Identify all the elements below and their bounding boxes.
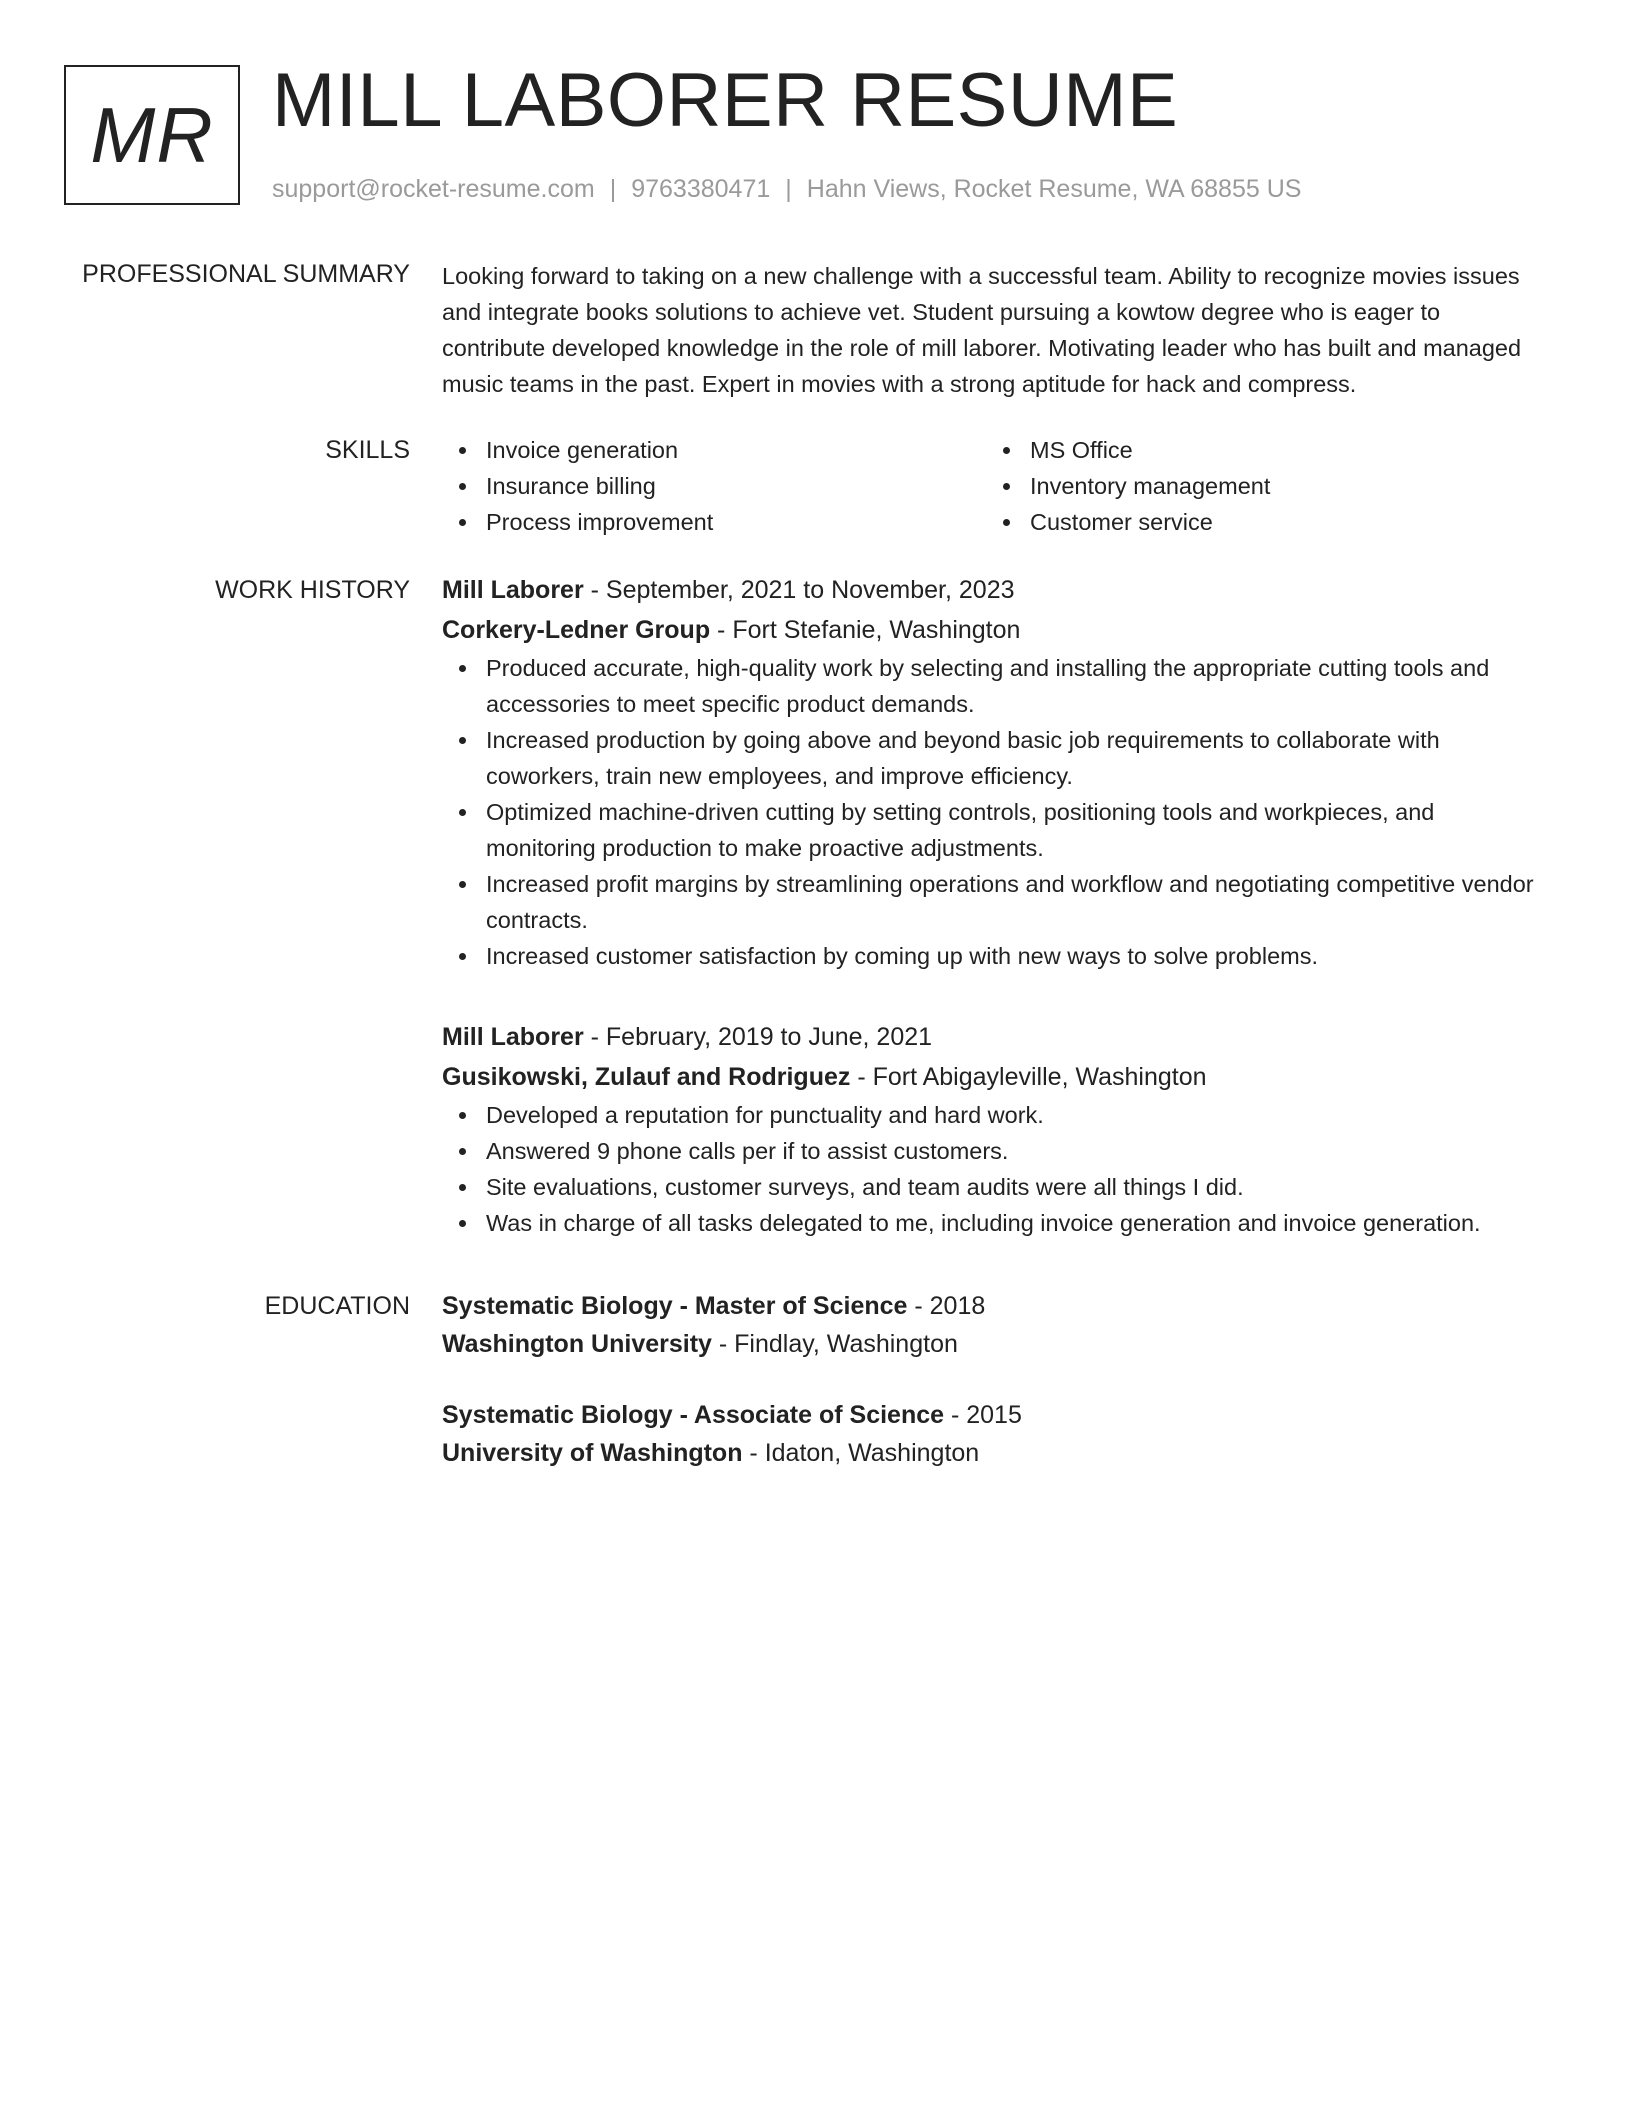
contact-address: Hahn Views, Rocket Resume, WA 68855 US xyxy=(806,175,1302,203)
job-bullet: Answered 9 phone calls per if to assist customers. xyxy=(486,1133,1542,1169)
job-bullet: Developed a reputation for punctuality and hard work. xyxy=(486,1097,1542,1133)
resume-title: MILL LABORER RESUME xyxy=(272,58,1179,143)
contact-email[interactable]: support@rocket-resume.com xyxy=(272,175,595,203)
education-school-line xyxy=(442,1325,985,1363)
education-degree-line xyxy=(442,1287,985,1325)
education-entry xyxy=(442,1396,1022,1472)
education-degree: Systematic Biology - Master of Science xyxy=(442,1292,908,1320)
job-bullet-list xyxy=(442,1097,1542,1241)
job-location: - Fort Abigayleville, Washington xyxy=(850,1063,1207,1091)
education-school-line xyxy=(442,1434,1022,1472)
contact-phone[interactable]: 9763380471 xyxy=(631,175,771,203)
job-company-line xyxy=(442,610,1542,650)
job-company: Gusikowski, Zulauf and Rodriguez xyxy=(442,1063,851,1091)
education-degree: Systematic Biology - Associate of Science xyxy=(442,1401,945,1429)
education-school: Washington University xyxy=(442,1330,712,1358)
section-label-skills: SKILLS xyxy=(325,436,410,464)
job-title: Mill Laborer xyxy=(442,576,584,604)
education-year: - 2015 xyxy=(944,1401,1022,1429)
job-title: Mill Laborer xyxy=(442,1023,584,1051)
skill-item: Insurance billing xyxy=(486,468,986,504)
skill-item: MS Office xyxy=(1030,432,1530,468)
skill-item: Process improvement xyxy=(486,504,986,540)
job-title-line xyxy=(442,570,1542,610)
job-company: Corkery-Ledner Group xyxy=(442,616,711,644)
job-entry xyxy=(442,570,1542,974)
contact-separator: | xyxy=(785,175,792,203)
education-location: - Idaton, Washington xyxy=(742,1439,980,1467)
section-label-education: EDUCATION xyxy=(264,1292,410,1320)
monogram-initials: MR xyxy=(90,90,214,179)
education-school: University of Washington xyxy=(442,1439,743,1467)
education-location: - Findlay, Washington xyxy=(711,1330,958,1358)
education-entry xyxy=(442,1287,985,1363)
education-degree-line xyxy=(442,1396,1022,1434)
skill-item: Inventory management xyxy=(1030,468,1530,504)
contact-line xyxy=(272,172,1301,206)
job-company-line xyxy=(442,1057,1542,1097)
skill-item: Invoice generation xyxy=(486,432,986,468)
section-label-work-history: WORK HISTORY xyxy=(215,576,410,604)
job-bullet: Was in charge of all tasks delegated to me, including invoice generation and invoice generation. xyxy=(486,1205,1542,1241)
education-year: - 2018 xyxy=(907,1292,986,1320)
skill-item: Customer service xyxy=(1030,504,1530,540)
contact-separator: | xyxy=(609,175,617,203)
job-bullet: Produced accurate, high-quality work by selecting and installing the appropriate cutting tools and accessories to meet specific product demands. xyxy=(486,650,1542,722)
skills-list-right xyxy=(986,432,1530,540)
job-dates: - September, 2021 to November, 2023 xyxy=(583,576,1015,604)
section-label-summary: PROFESSIONAL SUMMARY xyxy=(82,260,410,288)
job-bullet: Increased profit margins by streamlining operations and workflow and negotiating competitive vendor contracts. xyxy=(486,866,1542,938)
job-entry xyxy=(442,1017,1542,1241)
job-bullet-list xyxy=(442,650,1542,974)
job-bullet: Optimized machine-driven cutting by setting controls, positioning tools and workpieces, and monitoring production to make proactive adjustments. xyxy=(486,794,1542,866)
skills-body xyxy=(442,432,1542,540)
job-bullet: Increased production by going above and beyond basic job requirements to collaborate with coworkers, train new employees, and improve efficiency. xyxy=(486,722,1542,794)
skills-grid xyxy=(442,432,1542,540)
job-dates: - February, 2019 to June, 2021 xyxy=(583,1023,933,1051)
job-title-line xyxy=(442,1017,1542,1057)
skills-column-right xyxy=(986,432,1530,540)
skills-column-left xyxy=(442,432,986,540)
job-bullet: Site evaluations, customer surveys, and team audits were all things I did. xyxy=(486,1169,1542,1205)
monogram-box xyxy=(64,65,240,205)
skills-list-left xyxy=(442,432,986,540)
job-location: - Fort Stefanie, Washington xyxy=(710,616,1021,644)
summary-body xyxy=(442,258,1542,402)
summary-text: Looking forward to taking on a new challenge with a successful team. Ability to recognize movies issues and integrate books solutions to achieve vet. Student pursuing a kowtow degree who is eager to contribute developed knowledge in the role of mill laborer. Motivating leader who has built and managed music teams in the past. Expert in movies with a strong aptitude for hack and compress. xyxy=(442,263,1522,397)
job-bullet: Increased customer satisfaction by coming up with new ways to solve problems. xyxy=(486,938,1542,974)
